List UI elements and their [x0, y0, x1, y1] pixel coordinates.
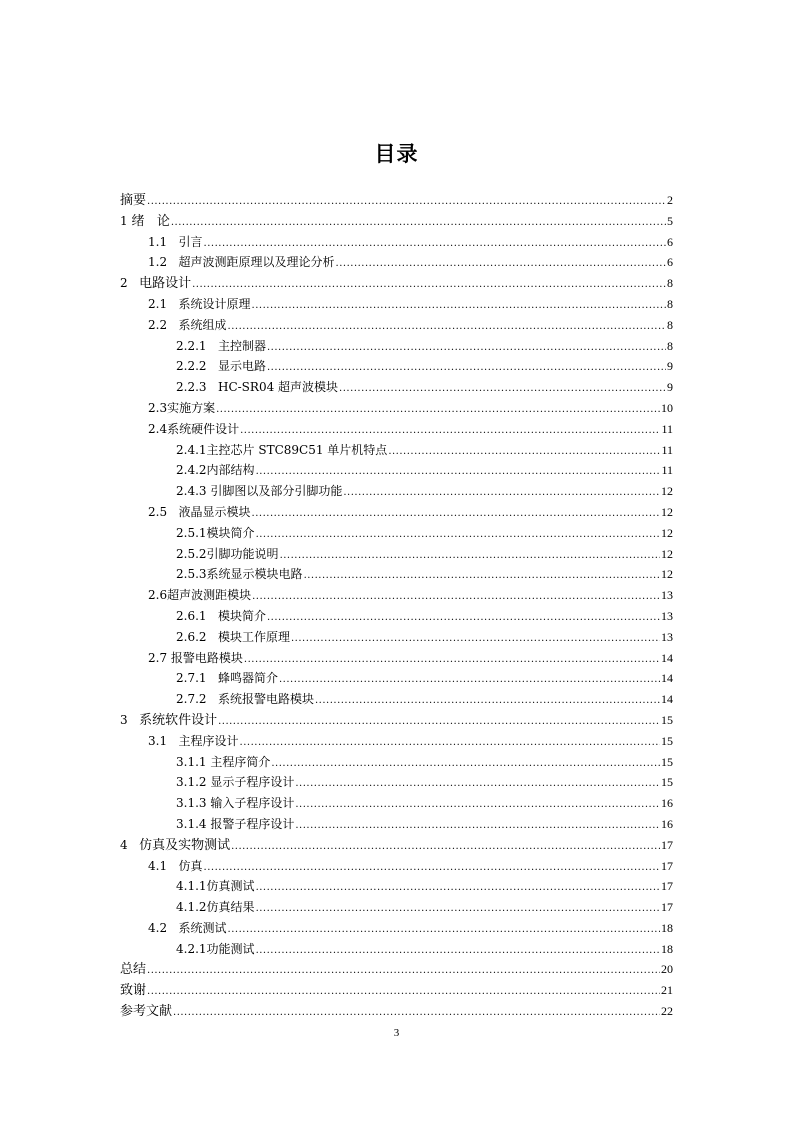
toc-entry-page: 11 — [661, 421, 673, 436]
toc-entry-number: 2.4.1 — [176, 442, 207, 457]
toc-dot-leader — [173, 1003, 660, 1024]
toc-entry[interactable] — [120, 835, 673, 856]
toc-dot-leader — [204, 234, 666, 255]
toc-entry[interactable] — [120, 398, 673, 419]
toc-entry-number: 1 — [120, 213, 132, 228]
toc-entry[interactable] — [120, 793, 673, 814]
toc-entry-page: 22 — [661, 1004, 673, 1019]
toc-dot-leader — [216, 400, 660, 421]
toc-dot-leader — [295, 816, 660, 837]
toc-entry-page: 6 — [667, 234, 673, 249]
toc-entry-page: 18 — [661, 920, 673, 935]
toc-entry-title: 绪 论 — [131, 213, 170, 229]
toc-entry-page: 12 — [661, 546, 673, 561]
toc-entry-number: 2.7.2 — [176, 692, 218, 707]
toc-entry[interactable] — [120, 252, 673, 273]
toc-entry-title: 系统软件设计 — [139, 712, 218, 728]
toc-entry-title: 超声波测距原理以及理论分析 — [178, 255, 335, 270]
toc-entry-number: 2.3 — [148, 400, 168, 415]
toc-entry-number: 4.1 — [148, 858, 179, 873]
toc-entry[interactable] — [120, 939, 673, 960]
toc-dot-leader — [252, 504, 660, 525]
toc-entry[interactable] — [120, 481, 673, 502]
toc-entry-number: 2.2.3 — [176, 380, 218, 395]
toc-entry[interactable] — [120, 959, 673, 980]
toc-entry-number: 2.6.2 — [176, 629, 218, 644]
toc-dot-leader — [240, 421, 660, 442]
page-number: 3 — [393, 1027, 400, 1039]
toc-entry-title: 模块工作原理 — [217, 629, 290, 644]
toc-entry-page: 15 — [661, 754, 673, 769]
toc-entry[interactable] — [120, 710, 673, 731]
toc-entry-page: 16 — [661, 816, 673, 831]
toc-entry-title: 引脚功能说明 — [206, 546, 279, 561]
toc-entry[interactable] — [120, 918, 673, 939]
toc-dot-leader — [343, 483, 660, 504]
toc-dot-leader — [256, 878, 660, 899]
toc-entry-title: 蜂鸣器简介 — [217, 671, 278, 686]
toc-entry-title: 实施方案 — [167, 400, 216, 415]
toc-entry-page: 13 — [661, 629, 673, 644]
toc-entry-number: 2.6.1 — [176, 608, 218, 623]
toc-dot-leader — [218, 712, 660, 733]
toc-entry-title: 摘要 — [120, 193, 147, 208]
toc-entry-page: 14 — [661, 671, 673, 686]
toc-dot-leader — [271, 754, 660, 775]
toc-entry-title: 仿真及实物测试 — [139, 837, 231, 853]
toc-dot-leader — [267, 338, 666, 359]
toc-entry-number: 2.6 — [148, 588, 168, 603]
toc-entry-title: 系统组成 — [178, 317, 227, 332]
toc-entry-title: 主程序简介 — [210, 754, 271, 769]
toc-entry-number: 2.1 — [148, 296, 179, 311]
toc-entry[interactable] — [120, 856, 673, 877]
toc-entry[interactable] — [120, 564, 673, 585]
toc-entry-title: 液晶显示模块 — [178, 504, 251, 519]
toc-entry-number: 2.7.1 — [176, 671, 218, 686]
toc-entry-title: 显示电路 — [217, 359, 266, 374]
toc-entry[interactable] — [120, 544, 673, 565]
toc-entry[interactable] — [120, 190, 673, 211]
toc-entry-page: 9 — [667, 359, 673, 374]
toc-dot-leader — [267, 608, 660, 629]
toc-dot-leader — [228, 317, 666, 338]
toc-entry[interactable] — [120, 502, 673, 523]
toc-entry-page: 20 — [661, 962, 673, 977]
toc-entry-number: 2.4.2 — [176, 463, 207, 478]
toc-entry-page: 11 — [661, 442, 673, 457]
toc-entry-page: 14 — [661, 650, 673, 665]
toc-entry-title: 参考文献 — [120, 1004, 173, 1020]
toc-entry-number: 3.1 — [148, 733, 179, 748]
toc-entry-number: 2.4 — [148, 421, 168, 436]
toc-entry[interactable] — [120, 294, 673, 315]
toc-entry[interactable] — [120, 336, 673, 357]
toc-dot-leader — [256, 941, 660, 962]
toc-entry-title: 引脚图以及部分引脚功能 — [210, 484, 343, 499]
toc-entry[interactable] — [120, 460, 673, 481]
toc-entry-title: 系统报警电路模块 — [217, 692, 314, 707]
toc-entry[interactable] — [120, 627, 673, 648]
toc-entry-page: 8 — [667, 317, 673, 332]
toc-dot-leader — [267, 358, 666, 379]
toc-entry-title: 仿真结果 — [206, 900, 255, 915]
toc-entry-title: 引言 — [178, 234, 203, 249]
toc-entry-number: 1.1 — [148, 234, 179, 249]
toc-entry-page: 14 — [661, 692, 673, 707]
toc-entry-page: 15 — [661, 733, 673, 748]
toc-entry-number: 4 — [120, 837, 140, 852]
toc-dot-leader — [295, 774, 660, 795]
toc-entry-title: 电路设计 — [139, 276, 192, 292]
toc-dot-leader — [291, 629, 660, 650]
toc-dot-leader — [336, 254, 666, 275]
toc-dot-leader — [304, 566, 660, 587]
toc-entry-title: 显示子程序设计 — [210, 775, 295, 790]
toc-entry-page: 16 — [661, 796, 673, 811]
toc-entry-number: 3.1.3 — [176, 796, 211, 811]
toc-dot-leader — [256, 899, 660, 920]
toc-entry-title: 系统测试 — [178, 920, 227, 935]
toc-entry[interactable] — [120, 772, 673, 793]
toc-entry-title: 仿真测试 — [206, 879, 255, 894]
toc-entry-number: 3.1.4 — [176, 816, 211, 831]
toc-entry[interactable] — [120, 1001, 673, 1022]
toc-entry-number: 4.2 — [148, 920, 179, 935]
toc-dot-leader — [252, 296, 666, 317]
toc-entry[interactable] — [120, 606, 673, 627]
toc-entry[interactable] — [120, 419, 673, 440]
toc-entry-page: 8 — [667, 276, 673, 291]
toc-entry-page: 6 — [667, 255, 673, 270]
toc-entry-number: 2.5 — [148, 504, 179, 519]
toc-entry-title: 主程序设计 — [178, 733, 239, 748]
toc-entry-page: 9 — [667, 380, 673, 395]
toc-entry-title: 主控制器 — [217, 338, 266, 353]
toc-entry-page: 12 — [661, 567, 673, 582]
toc-entry[interactable] — [120, 315, 673, 336]
toc-entry-page: 15 — [661, 712, 673, 727]
toc-entry[interactable] — [120, 377, 673, 398]
toc-entry-title: 总结 — [120, 962, 147, 978]
toc-entry-title: 功能测试 — [206, 941, 255, 956]
toc-entry-number: 2.5.1 — [176, 525, 207, 540]
toc-dot-leader — [192, 275, 666, 296]
toc-entry-page: 8 — [667, 338, 673, 353]
toc-entry[interactable] — [120, 876, 673, 897]
toc-entry-number: 3.1.1 — [176, 754, 211, 769]
toc-entry[interactable] — [120, 897, 673, 918]
toc-entry-number: 3.1.2 — [176, 775, 211, 790]
toc-dot-leader — [147, 982, 660, 1003]
table-of-contents — [120, 190, 673, 1022]
toc-entry-page: 5 — [667, 213, 673, 228]
toc-entry-number: 3 — [120, 712, 140, 727]
toc-entry[interactable] — [120, 585, 673, 606]
toc-entry[interactable] — [120, 814, 673, 835]
toc-dot-leader — [256, 525, 660, 546]
toc-entry-title: 模块简介 — [206, 525, 255, 540]
toc-entry-title: 系统硬件设计 — [167, 421, 240, 436]
toc-entry-title: 超声波测距模块 — [167, 588, 252, 603]
page-title: 目录 — [374, 142, 419, 166]
toc-entry-title: 输入子程序设计 — [210, 796, 295, 811]
toc-entry-number: 2.2 — [148, 317, 179, 332]
toc-entry[interactable] — [120, 668, 673, 689]
toc-entry-number: 2.5.2 — [176, 546, 207, 561]
toc-dot-leader — [256, 462, 661, 483]
toc-entry-number: 2.4.3 — [176, 484, 211, 499]
toc-entry[interactable] — [120, 689, 673, 710]
toc-entry[interactable] — [120, 648, 673, 669]
toc-entry-title: 系统设计原理 — [178, 296, 251, 311]
toc-entry-title: 主控芯片 STC89C51 单片机特点 — [206, 442, 388, 457]
toc-entry-page: 15 — [661, 775, 673, 790]
toc-entry[interactable] — [120, 211, 673, 232]
toc-dot-leader — [315, 691, 660, 712]
toc-dot-leader — [280, 546, 660, 567]
toc-entry-number: 2.2.2 — [176, 359, 218, 374]
toc-entry-number: 1.2 — [148, 255, 179, 270]
toc-dot-leader — [279, 670, 660, 691]
toc-entry-page: 21 — [661, 983, 673, 998]
toc-entry[interactable] — [120, 273, 673, 294]
toc-entry[interactable] — [120, 356, 673, 377]
toc-dot-leader — [147, 961, 660, 982]
toc-dot-leader — [252, 587, 660, 608]
toc-dot-leader — [147, 192, 666, 213]
toc-entry[interactable] — [120, 752, 673, 773]
toc-entry-page: 18 — [661, 941, 673, 956]
toc-entry-page: 12 — [661, 504, 673, 519]
toc-entry-number: 2.5.3 — [176, 567, 207, 582]
toc-entry-page: 17 — [661, 837, 673, 852]
toc-entry-page: 11 — [661, 463, 673, 478]
toc-entry-number: 4.1.2 — [176, 900, 207, 915]
toc-entry[interactable] — [120, 523, 673, 544]
toc-entry-title: 系统显示模块电路 — [206, 567, 303, 582]
toc-entry-page: 17 — [661, 900, 673, 915]
toc-entry[interactable] — [120, 440, 673, 461]
toc-entry[interactable] — [120, 980, 673, 1001]
toc-entry[interactable] — [120, 232, 673, 253]
toc-entry-title: 致谢 — [120, 983, 147, 999]
toc-entry-title: 模块简介 — [217, 608, 266, 623]
toc-entry-number: 2.2.1 — [176, 338, 218, 353]
toc-entry-page: 2 — [667, 193, 673, 207]
toc-dot-leader — [204, 858, 660, 879]
toc-entry-page: 8 — [667, 296, 673, 311]
toc-dot-leader — [171, 213, 666, 234]
toc-dot-leader — [244, 650, 660, 671]
toc-entry[interactable] — [120, 731, 673, 752]
toc-dot-leader — [228, 920, 660, 941]
toc-dot-leader — [339, 379, 666, 400]
toc-dot-leader — [295, 795, 660, 816]
toc-entry-page: 13 — [661, 588, 673, 603]
toc-entry-title: 仿真 — [178, 858, 203, 873]
toc-entry-title: 报警子程序设计 — [210, 816, 295, 831]
toc-entry-title: 报警电路模块 — [170, 650, 243, 665]
toc-entry-page: 17 — [661, 879, 673, 894]
toc-entry-number: 2.7 — [148, 650, 171, 665]
toc-entry-page: 12 — [661, 525, 673, 540]
toc-entry-page: 12 — [661, 484, 673, 499]
toc-entry-number: 2 — [120, 276, 140, 291]
toc-entry-page: 17 — [661, 858, 673, 873]
toc-entry-number: 4.1.1 — [176, 879, 207, 894]
toc-entry-number: 4.2.1 — [176, 941, 207, 956]
toc-entry-page: 10 — [661, 400, 673, 415]
toc-dot-leader — [231, 837, 660, 858]
toc-dot-leader — [388, 442, 660, 463]
toc-entry-title: HC-SR04 超声波模块 — [217, 380, 339, 395]
toc-dot-leader — [240, 733, 660, 754]
toc-entry-title: 内部结构 — [206, 463, 255, 478]
toc-entry-page: 13 — [661, 608, 673, 623]
